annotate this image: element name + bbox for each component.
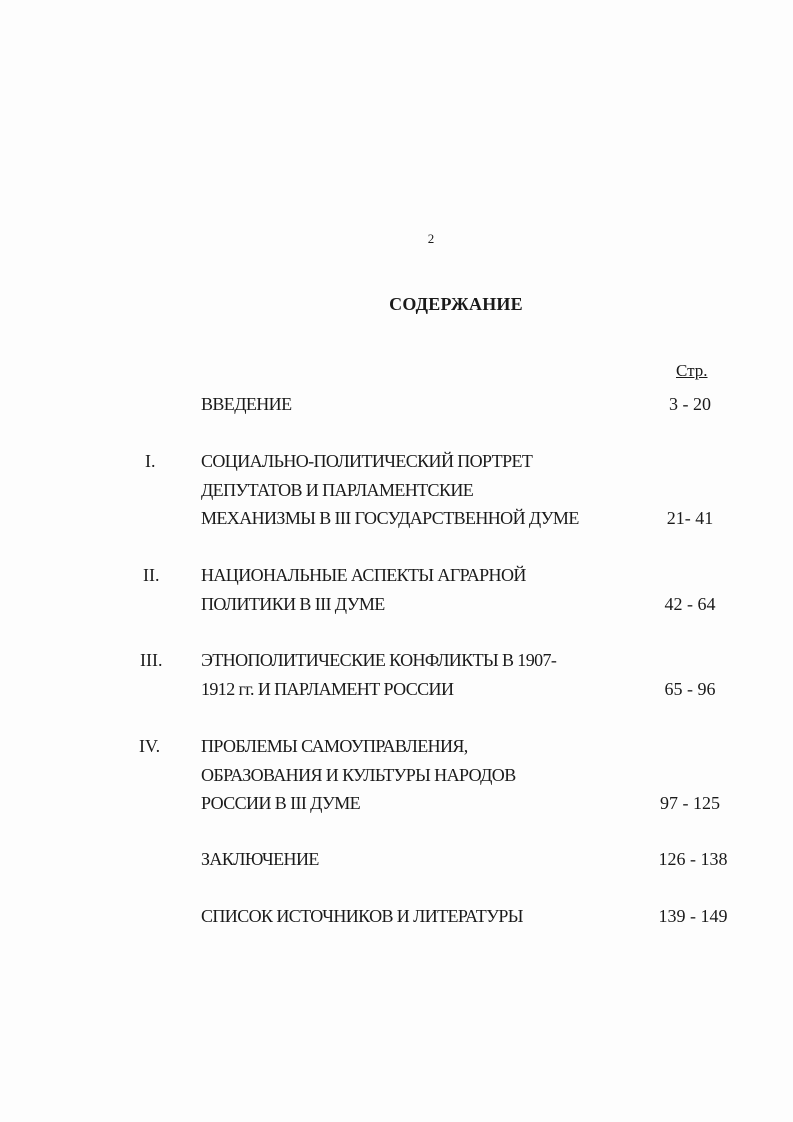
toc-entry-pages: 139 - 149: [658, 906, 728, 926]
page-title: СОДЕРЖАНИЕ: [389, 294, 523, 314]
toc-entry-number: I.: [145, 451, 156, 471]
toc-entry-title-line: ОБРАЗОВАНИЯ И КУЛЬТУРЫ НАРОДОВ: [201, 764, 516, 785]
toc-entry-title: [201, 561, 641, 618]
toc-entry-title-line: СПИСОК ИСТОЧНИКОВ И ЛИТЕРАТУРЫ: [201, 906, 523, 926]
toc-entry-title-line: СОЦИАЛЬНО-ПОЛИТИЧЕСКИЙ ПОРТРЕТ: [201, 451, 533, 471]
toc-entry-title: [201, 390, 641, 419]
toc-entry-title-line: ДЕПУТАТОВ И ПАРЛАМЕНТСКИЕ: [201, 479, 474, 500]
toc-entry-number: II.: [143, 565, 160, 585]
toc-entry-pages: 21- 41: [666, 508, 714, 528]
toc-entry-pages: 97 - 125: [660, 793, 720, 813]
toc-entry-title: [201, 902, 641, 931]
toc-entry-pages: 65 - 96: [664, 678, 716, 699]
toc-entry-pages: 3 - 20: [669, 394, 711, 414]
toc-entry-number: III.: [140, 650, 163, 670]
toc-entry-title-line: ЭТНОПОЛИТИЧЕСКИЕ КОНФЛИКТЫ В 1907-: [201, 650, 557, 670]
toc-entry-title-line: ВВЕДЕНИЕ: [201, 394, 292, 414]
toc-entry-title-line: МЕХАНИЗМЫ В III ГОСУДАРСТВЕННОЙ ДУМЕ: [201, 508, 579, 528]
toc-entry-title-line: РОССИИ В III ДУМЕ: [201, 793, 360, 813]
toc-entry-title-line: ПРОБЛЕМЫ САМОУПРАВЛЕНИЯ,: [201, 736, 468, 756]
toc-entry-title: [201, 845, 641, 874]
toc-entry-pages: 42 - 64: [664, 593, 716, 614]
pages-column-header: Стр.: [676, 361, 708, 380]
toc-entry-title-line: 1912 гг. И ПАРЛАМЕНТ РОССИИ: [201, 678, 454, 699]
toc-entry-title-line: ЗАКЛЮЧЕНИЕ: [201, 849, 319, 869]
toc-entry-title-line: ПОЛИТИКИ В III ДУМЕ: [201, 593, 385, 614]
page-number: 2: [427, 231, 435, 246]
toc-entry-title: [201, 732, 641, 818]
toc-entry-pages: 126 - 138: [658, 849, 728, 869]
toc-entry-title: [201, 447, 641, 533]
toc-entry-title: [201, 646, 641, 703]
toc-entry-number: IV.: [139, 736, 161, 756]
toc-entry-title-line: НАЦИОНАЛЬНЫЕ АСПЕКТЫ АГРАРНОЙ: [201, 565, 526, 585]
